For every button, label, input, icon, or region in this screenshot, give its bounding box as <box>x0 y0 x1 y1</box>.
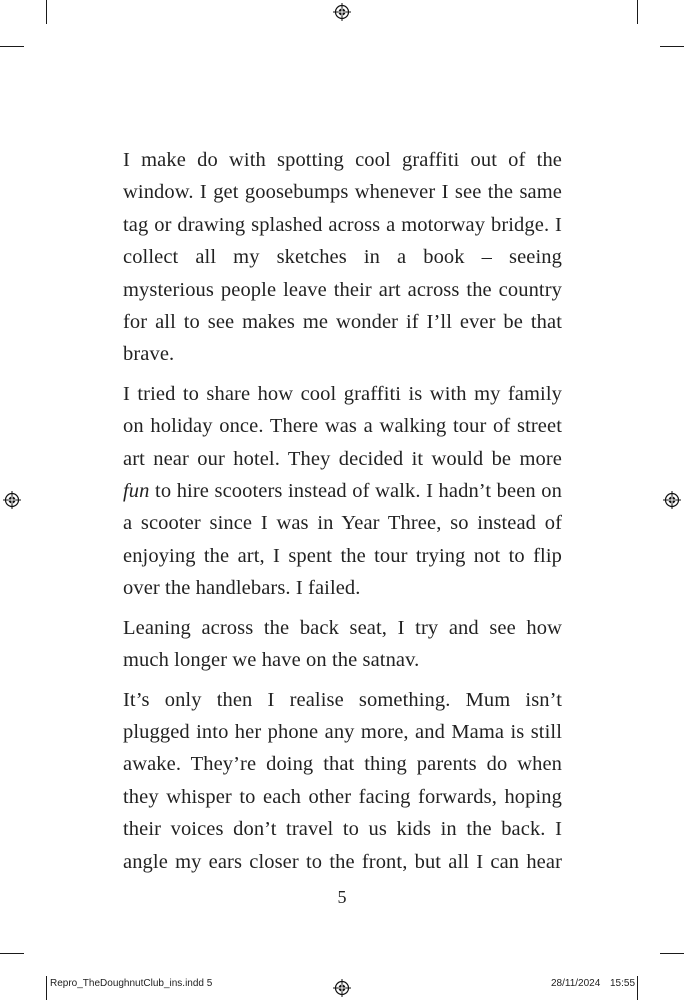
crop-mark <box>0 953 24 954</box>
crop-mark <box>637 976 638 1000</box>
paragraph: I tried to share how cool graffiti is with my family on holiday once. There was a walking tour of street art near our hotel. They decided it would be more fun to hire scooters instead of walk. I hadn’t been on a scooter since I was in Year Three, so instead of enjoying the art, I spent the tour trying not to flip over the handlebars. I failed. <box>123 382 562 600</box>
paragraph: I make do with spotting cool graffiti out of the window. I get goosebumps whenever I see the same tag or drawing splashed across a motorway bridge. I collect all my sketches in a book – seeing mysterious people leave their art across the country for all to see makes me wonder if I’ll ever be that brave. <box>123 149 562 366</box>
crop-mark <box>637 0 638 24</box>
slug-date: 28/11/2024 <box>551 978 601 989</box>
crop-mark <box>46 0 47 24</box>
crop-mark <box>0 46 24 47</box>
paragraph: Leaning across the back seat, I try and see how much longer we have on the satnav. <box>123 616 562 672</box>
registration-mark-icon <box>333 979 351 997</box>
page-number: 5 <box>337 887 347 907</box>
body-text <box>123 144 562 885</box>
paragraph: It’s only then I realise something. Mum isn’t plugged into her phone any more, and Mama is still awake. They’re doing that thing parents do when they whisper to each other facing forwards, hoping their voices don’t travel to us kids in the back. I angle my ears closer to the front, but all I can hear <box>123 688 562 873</box>
registration-mark-icon <box>3 491 21 509</box>
slug-time: 15:55 <box>610 978 636 989</box>
crop-mark <box>660 46 684 47</box>
registration-mark-icon <box>333 3 351 21</box>
crop-mark <box>660 953 684 954</box>
emphasis: fun <box>123 480 150 503</box>
registration-mark-icon <box>663 491 681 509</box>
slug-filename: Repro_TheDoughnutClub_ins.indd 5 <box>50 978 213 989</box>
crop-mark <box>46 976 47 1000</box>
